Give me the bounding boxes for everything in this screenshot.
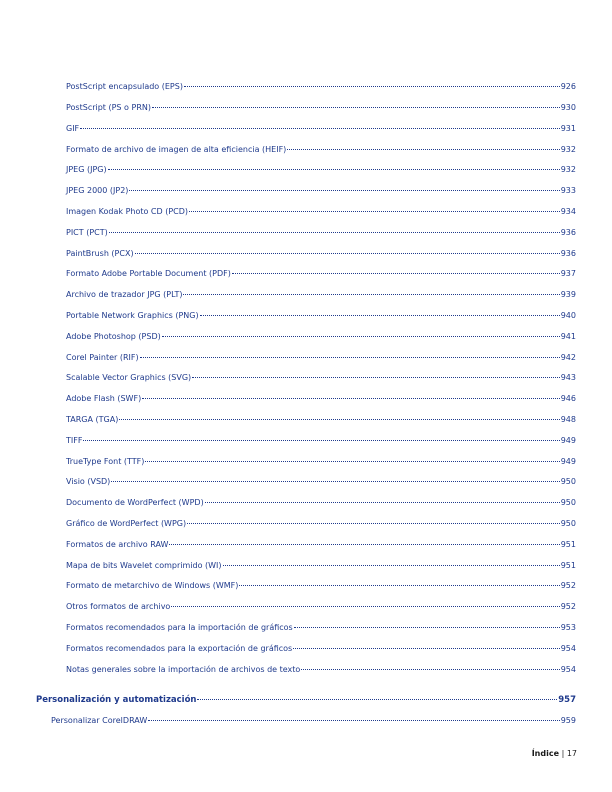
dot-leader	[129, 190, 559, 191]
toc-entry[interactable]	[66, 457, 576, 467]
dot-leader	[197, 699, 557, 700]
toc-entry[interactable]	[66, 477, 576, 487]
dot-leader	[80, 128, 560, 129]
toc-entry[interactable]	[66, 228, 576, 238]
dot-leader	[152, 107, 560, 108]
toc-entry-label: Portable Network Graphics (PNG)	[66, 311, 199, 320]
dot-leader	[148, 720, 559, 721]
toc-entry-label: Formato Adobe Portable Document (PDF)	[66, 269, 231, 278]
toc-entry[interactable]	[66, 644, 576, 654]
dot-leader	[171, 606, 559, 607]
dot-leader	[189, 211, 560, 212]
dot-leader	[187, 523, 560, 524]
toc-entry-page: 951	[560, 540, 576, 549]
toc-entry[interactable]	[66, 290, 576, 300]
dot-leader	[108, 169, 560, 170]
toc-entry-label: Formatos de archivo RAW	[66, 540, 169, 549]
toc-entry[interactable]	[66, 82, 576, 92]
toc-entry[interactable]	[66, 581, 576, 591]
toc-entry-page: 954	[560, 644, 576, 653]
toc-entry-page: 946	[560, 394, 576, 403]
toc-entry-label: PaintBrush (PCX)	[66, 249, 134, 258]
toc-entry[interactable]	[66, 623, 576, 633]
toc-entry-label: TrueType Font (TTF)	[66, 457, 145, 466]
toc-entry-page: 954	[560, 665, 576, 674]
toc-entry-label: Adobe Flash (SWF)	[66, 394, 142, 403]
dot-leader	[119, 419, 559, 420]
dot-leader	[83, 440, 559, 441]
toc-entry[interactable]	[66, 332, 576, 342]
dot-leader	[142, 398, 560, 399]
toc-entry[interactable]	[66, 519, 576, 529]
toc-entry-page: 949	[560, 457, 576, 466]
toc-entry-page: 932	[560, 165, 576, 174]
toc-entry-page: 952	[560, 581, 576, 590]
toc-entry[interactable]	[66, 311, 576, 321]
dot-leader	[183, 294, 559, 295]
toc-entry-page: 926	[560, 82, 576, 91]
toc-entry[interactable]	[66, 165, 576, 175]
dot-leader	[301, 669, 559, 670]
toc-entry-label: Mapa de bits Wavelet comprimido (WI)	[66, 561, 222, 570]
footer-separator: |	[561, 749, 565, 758]
toc-entry-label: GIF	[66, 124, 80, 133]
toc-entry-label: Formato de metarchivo de Windows (WMF)	[66, 581, 239, 590]
toc-entry-label: Archivo de trazador JPG (PLT)	[66, 290, 183, 299]
toc-entry-page: 936	[560, 228, 576, 237]
toc-entry-label: Otros formatos de archivo	[66, 602, 171, 611]
dot-leader	[223, 565, 560, 566]
dot-leader	[293, 648, 560, 649]
toc-entry-label: JPEG 2000 (JP2)	[66, 186, 129, 195]
toc-entry[interactable]	[66, 436, 576, 446]
toc-entry[interactable]	[66, 415, 576, 425]
toc-entry-page: 942	[560, 353, 576, 362]
toc-entry-label: Formatos recomendados para la exportación de gráficos	[66, 644, 293, 653]
toc-entry[interactable]	[66, 498, 576, 508]
toc-entry-label: Notas generales sobre la importación de archivos de texto	[66, 665, 301, 674]
footer-section-title: Índice	[531, 749, 560, 758]
toc-entry[interactable]	[66, 602, 576, 612]
toc-entry-page: 940	[560, 311, 576, 320]
toc-entry[interactable]	[66, 665, 576, 675]
dot-leader	[135, 253, 560, 254]
toc-entry-label: TIFF	[66, 436, 83, 445]
toc-entry-page: 930	[560, 103, 576, 112]
toc-entry[interactable]	[66, 103, 576, 113]
dot-leader	[294, 627, 560, 628]
toc-entry-label: Corel Painter (RIF)	[66, 353, 139, 362]
dot-leader	[239, 585, 559, 586]
dot-leader	[140, 357, 560, 358]
toc-entry-label: Documento de WordPerfect (WPD)	[66, 498, 204, 507]
toc-entry-page: 948	[560, 415, 576, 424]
toc-entry-page: 937	[560, 269, 576, 278]
toc-entry-label: Personalizar CorelDRAW	[51, 716, 148, 725]
toc-entry-label: PostScript encapsulado (EPS)	[66, 82, 183, 91]
dot-leader	[200, 315, 560, 316]
toc-entry-page: 949	[560, 436, 576, 445]
toc-entry-label: TARGA (TGA)	[66, 415, 119, 424]
toc-entry-label: Scalable Vector Graphics (SVG)	[66, 373, 192, 382]
dot-leader	[111, 481, 559, 482]
toc-entry-page: 950	[560, 519, 576, 528]
toc-section-entry[interactable]	[51, 716, 576, 726]
toc-entry[interactable]	[66, 561, 576, 571]
toc-entry-page: 943	[560, 373, 576, 382]
toc-entry-label: Visio (VSD)	[66, 477, 111, 486]
dot-leader	[192, 377, 560, 378]
toc-entry[interactable]	[66, 269, 576, 279]
toc-entry-page: 957	[558, 695, 576, 705]
toc-entry-label: Formatos recomendados para la importación de gráficos	[66, 623, 293, 632]
toc-entry[interactable]	[66, 540, 576, 550]
toc-entry-label: Formato de archivo de imagen de alta eficiencia (HEIF)	[66, 145, 287, 154]
toc-entry[interactable]	[66, 145, 576, 155]
toc-entry-page: 952	[560, 602, 576, 611]
dot-leader	[145, 461, 559, 462]
toc-entry-label: PostScript (PS o PRN)	[66, 103, 151, 112]
toc-entry[interactable]	[66, 207, 576, 217]
dot-leader	[169, 544, 559, 545]
toc-entry[interactable]	[66, 124, 576, 134]
toc-entry[interactable]	[66, 394, 576, 404]
toc-entry[interactable]	[66, 249, 576, 259]
toc-entry-page: 934	[560, 207, 576, 216]
toc-entry-page: 950	[560, 477, 576, 486]
dot-leader	[184, 86, 560, 87]
dot-leader	[232, 273, 560, 274]
footer-page-number: 17	[566, 749, 577, 758]
toc-entry-label: JPEG (JPG)	[66, 165, 107, 174]
toc-entry[interactable]	[66, 353, 576, 363]
toc-entry-label: Gráfico de WordPerfect (WPG)	[66, 519, 187, 528]
page-footer	[532, 749, 577, 758]
toc-entry[interactable]	[66, 186, 576, 196]
toc-entry-label: Adobe Photoshop (PSD)	[66, 332, 161, 341]
dot-leader	[109, 232, 560, 233]
toc-entry-page: 953	[560, 623, 576, 632]
toc-entry-page: 951	[560, 561, 576, 570]
toc-entry-page: 931	[560, 124, 576, 133]
toc-entry[interactable]	[66, 373, 576, 383]
dot-leader	[162, 336, 560, 337]
toc-entry-label: Imagen Kodak Photo CD (PCD)	[66, 207, 189, 216]
dot-leader	[205, 502, 560, 503]
dot-leader	[287, 149, 559, 150]
toc-entry-page: 950	[560, 498, 576, 507]
toc-entry-page: 936	[560, 249, 576, 258]
toc-entry-label: Personalización y automatización	[36, 695, 197, 705]
toc-entry-page: 941	[560, 332, 576, 341]
toc-entry-page: 933	[560, 186, 576, 195]
toc-entry-page: 939	[560, 290, 576, 299]
toc-entry-label: PICT (PCT)	[66, 228, 108, 237]
toc-chapter-entry[interactable]	[36, 695, 576, 705]
toc-entry-page: 959	[560, 716, 576, 725]
toc-entry-page: 932	[560, 145, 576, 154]
